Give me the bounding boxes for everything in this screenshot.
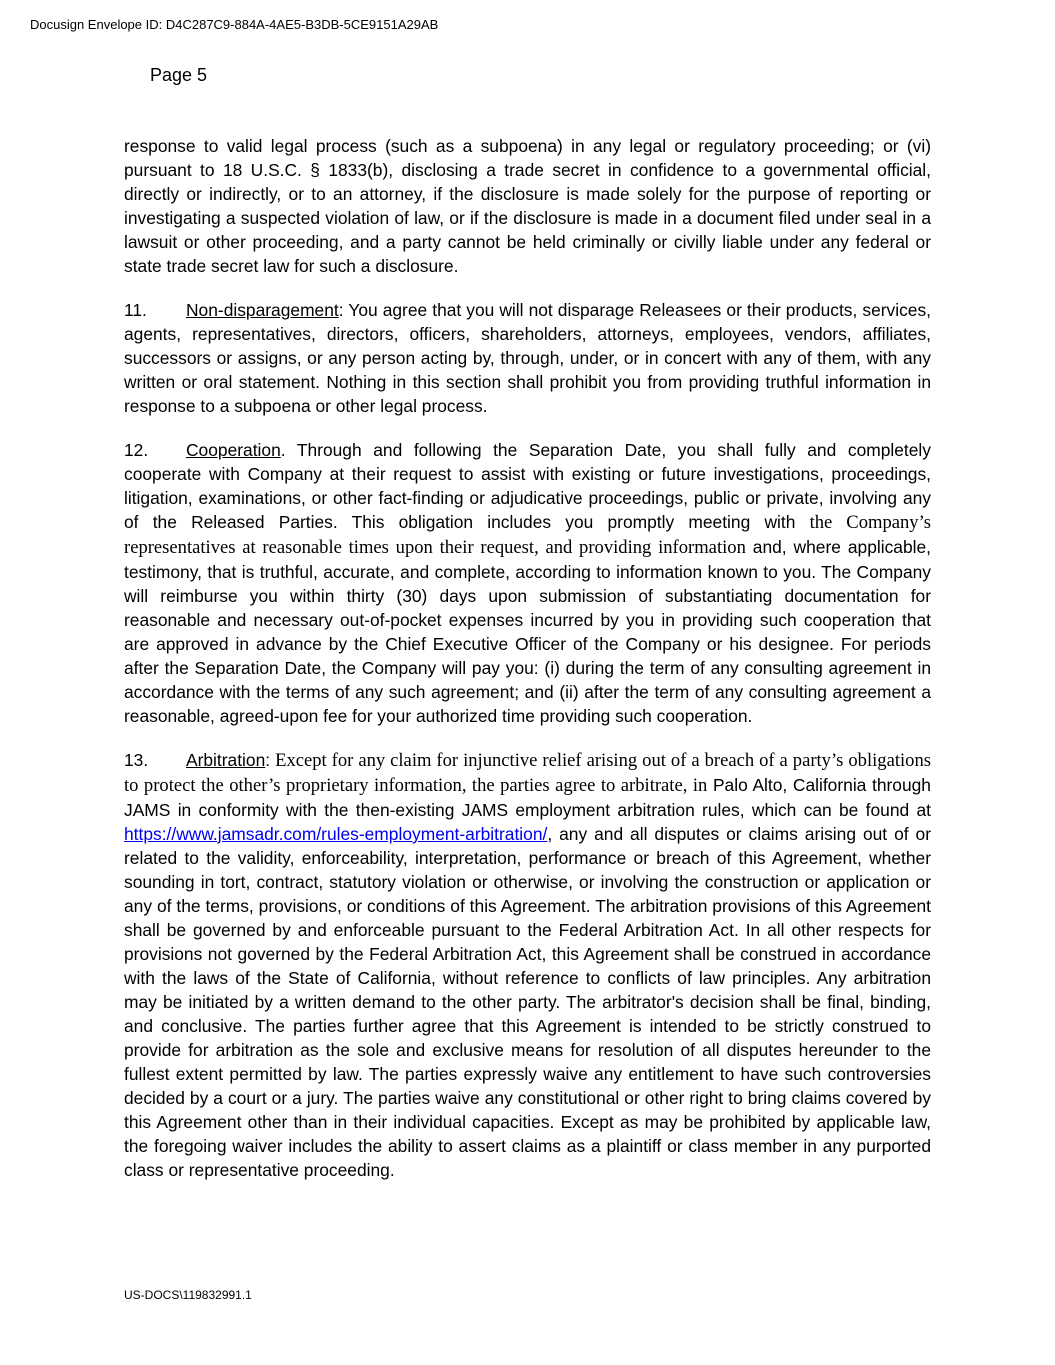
section-number: 11. <box>124 300 147 320</box>
section-number: 12. <box>124 440 149 460</box>
continued-paragraph: response to valid legal process (such as a subpoena) in any legal or regulatory proceeding; or (vi) pursuant to 18 U.S.C. § 1833(b), disclosing a trade secret in confidence to a governmental official, directly or indirectly, or to an attorney, if the disclosure is made solely for the purpose of reporting or investigating a suspected violation of law, or if the disclosure is made in a document filed under seal in a lawsuit or other proceeding, and a party cannot be held criminally or civilly liable under any federal or state trade secret law for such a disclosure. <box>124 136 931 276</box>
section-11 <box>124 298 931 418</box>
section-13 <box>124 748 931 1182</box>
heading-colon: : <box>265 750 271 770</box>
section-text: , any and all disputes or claims arising out of or related to the validity, enforceability, interpretation, performance or breach of this Agreement, whether sounding in tort, contract, statutory violation or otherwise, or involving the construction or application or any of the terms, provisions, or conditions of this Agreement. The arbitration provisions of this Agreement shall be governed by and enforceable pursuant to the Federal Arbitration Act. In all other respects for provisions not governed by the Federal Arbitration Act, this Agreement shall be construed in accordance with the laws of the State of California, without reference to conflicts of law principles. Any arbitration may be initiated by a written demand to the other party. The arbitrator's decision shall be final, binding, and conclusive. The parties further agree that this Agreement is intended to be strictly construed to provide for arbitration as the sole and exclusive means for resolution of all disputes hereunder to the fullest extent permitted by law. The parties expressly waive any entitlement to have such controversies decided by a court or a jury. The parties waive any constitutional or other right to bring claims covered by this Agreement other than in their individual capacities. Except as may be prohibited by applicable law, the foregoing waiver includes the ability to assert claims as a plaintiff or class member in any purported class or representative proceeding. <box>124 824 931 1180</box>
envelope-id: Docusign Envelope ID: D4C287C9-884A-4AE5-B3DB-5CE9151A29AB <box>30 17 439 32</box>
section-heading: Non-disparagement <box>186 300 339 320</box>
section-text-serif: the Company’s representatives at reasonable times upon their request, and providing information <box>124 512 931 558</box>
section-12 <box>124 438 931 728</box>
section-heading: Arbitration <box>186 750 266 770</box>
document-footer-id: US-DOCS\119832991.1 <box>124 1288 252 1302</box>
section-text: Palo Alto, California through JAMS in conformity with the then-existing JAMS employment arbitration rules, which can be found at <box>124 775 931 820</box>
document-body <box>124 134 931 1202</box>
heading-colon: : <box>338 300 344 320</box>
section-heading: Cooperation <box>186 440 281 460</box>
section-text: You agree that you will not disparage Releasees or their products, services, agents, representatives, directors, officers, shareholders, attorneys, employees, vendors, affiliates, successors or assigns, or any person acting by, through, under, or in concert with any of them, with any written or oral statement. Nothing in this section shall prohibit you from providing truthful information in response to a subpoena or other legal process. <box>124 300 931 416</box>
page-number: Page 5 <box>150 65 208 85</box>
section-text: . Through and following the Separation Date, you shall fully and completely cooperate with Company at their request to assist with existing or future investigations, proceedings, litigation, examinations, or other fact-finding or adjudicative proceedings, public or private, involving any of the Released Parties. This obligation includes you promptly meeting with <box>124 440 931 532</box>
section-text: and, where applicable, testimony, that is truthful, accurate, and complete, according to information known to you. The Company will reimburse you within thirty (30) days upon submission of substantiating documentation for reasonable and necessary out-of-pocket expenses incurred by you in providing such cooperation that are approved in advance by the Chief Executive Officer of the Company or his designee. For periods after the Separation Date, the Company will pay you: (i) during the term of any consulting agreement in accordance with the terms of any such agreement; and (ii) after the term of any consulting agreement a reasonable, agreed-upon fee for your authorized time providing such cooperation. <box>124 537 931 726</box>
jams-rules-link[interactable]: https://www.jamsadr.com/rules-employment-arbitration/ <box>124 824 548 844</box>
section-text-serif: Except for any claim for injunctive relief arising out of a breach of a party’s obligations to protect the other’s proprietary information, the parties agree to arbitrate, in <box>124 750 931 796</box>
section-number: 13. <box>124 750 149 770</box>
